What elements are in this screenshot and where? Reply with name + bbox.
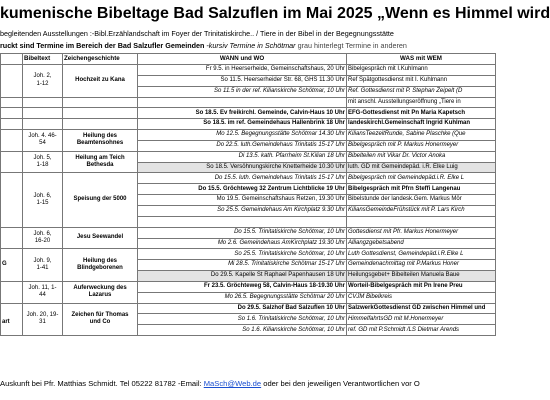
legend-italic: -kursiv Termine in Schötmar xyxy=(204,41,296,50)
bible-ref-cell xyxy=(23,108,63,119)
when-where-cell: Do 22.5. luth.Gemeindehaus Trinitatis 15-17 Uhr xyxy=(138,140,347,151)
what-who-cell: Bibelteilen mit Vikar Dr. Victor Anoka xyxy=(347,151,496,162)
story-cell xyxy=(63,97,138,108)
when-where-cell: Mo 12.5. Begegnungsstätte Schötmar 14.30 Uhr xyxy=(138,130,347,141)
table-row xyxy=(1,65,496,76)
header-was-mit-wem: WAS mit WEM xyxy=(347,54,496,65)
what-who-cell: EFG-Gottesdienst mit Pn Maria Kapetsch xyxy=(347,108,496,119)
table-row xyxy=(1,108,496,119)
story-cell: Speisung der 5000 xyxy=(63,173,138,227)
when-where-cell: Do 15.5. luth. Gemeindehaus Trinitatis 15-17 Uhr xyxy=(138,173,347,184)
schedule-table xyxy=(0,53,496,336)
footer-prefix: Auskunft bei Pfr. Matthias Schmidt. Tel 05222 81782 -Email: xyxy=(0,379,204,388)
contact-footer xyxy=(0,378,495,390)
day-cell xyxy=(1,281,23,303)
story-cell: Hochzeit zu Kana xyxy=(63,65,138,98)
day-cell xyxy=(1,119,23,130)
what-who-cell: luth. GD mit Gemeindepäd. i.R. Elke Luig xyxy=(347,162,496,173)
table-row xyxy=(1,281,496,292)
when-where-cell: Fr 23.5. Gröchteweg 58, Calvin-Haus 18-19.30 Uhr xyxy=(138,281,347,292)
what-who-cell: Gemeindenachmittag mit P.Markus Honer xyxy=(347,260,496,271)
day-cell xyxy=(1,173,23,227)
day-cell: art xyxy=(1,303,23,336)
what-who-cell: KiliansGemeindeFrühstück mit P. Lars Kirch xyxy=(347,205,496,216)
what-who-cell: Worteil-Bibelgespräch mit Pn Irene Preu xyxy=(347,281,496,292)
legend-note xyxy=(0,40,495,51)
what-who-cell xyxy=(347,216,496,227)
bible-ref-cell: Joh. 6, 16-20 xyxy=(23,227,63,249)
story-cell: Heilung des Beamtensohnes xyxy=(63,130,138,152)
what-who-cell: ref. GD mit P.Schmidt /LS Dietmar Arends xyxy=(347,325,496,336)
what-who-cell: Bibelgespräch mit I.Kuhlmann xyxy=(347,65,496,76)
day-cell xyxy=(1,130,23,152)
what-who-cell: mit anschl. Ausstellungseröffnung „Tiere in xyxy=(347,97,496,108)
bible-ref-cell: Joh. 4. 46- 54 xyxy=(23,130,63,152)
bible-ref-cell: Joh. 5, 1-18 xyxy=(23,151,63,173)
day-cell xyxy=(1,151,23,173)
when-where-cell: So 25.5. Gemeindehaus Am Kirchplatz 9.30 Uhr xyxy=(138,205,347,216)
day-cell xyxy=(1,65,23,98)
when-where-cell: Mo 19.5. Gemeinschaftshaus Retzen, 19.30 Uhr xyxy=(138,195,347,206)
bible-ref-cell: Joh. 2, 1-12 xyxy=(23,65,63,98)
what-who-cell: Luth Gottesdienst, Gemeindepäd.i.R.Elke L xyxy=(347,249,496,260)
when-where-cell xyxy=(138,97,347,108)
what-who-cell: Heilungsgebet+ Bibelteilen Manuela Baue xyxy=(347,271,496,282)
table-row xyxy=(1,249,496,260)
what-who-cell: Gottesdienst mit Pfr. Markus Honermeyer xyxy=(347,227,496,238)
story-cell: Heilung am Teich Bethesda xyxy=(63,151,138,173)
page-title: kumenische Bibeltage Bad Salzuflen im Mai 2025 „Wenn es Himmel wird xyxy=(0,5,550,22)
footer-suffix: oder bei den jeweiligen Verantwortlichen vor O xyxy=(261,379,420,388)
when-where-cell: Do 15.5. Gröchteweg 32 Zentrum Lichtblicke 19 Uhr xyxy=(138,184,347,195)
legend-bold: ruckt sind Termine im Bereich der Bad Salzufler Gemeinden xyxy=(0,41,205,50)
when-where-cell: So 11.5 in der ref. Kilianskirche Schötmar, 10 Uhr xyxy=(138,86,347,97)
story-cell: Heilung des Blindgeborenen xyxy=(63,249,138,282)
story-cell: Zeichen für Thomas und Co xyxy=(63,303,138,336)
what-who-cell: KiliansTeezeitRunde, Sabine Plaschke (Que xyxy=(347,130,496,141)
day-cell xyxy=(1,97,23,108)
what-who-cell: CVJM Bibelkreis xyxy=(347,292,496,303)
what-who-cell: Bibelgespräch mit P. Markus Honermeyer xyxy=(347,140,496,151)
when-where-cell: So 18.5. Ev freikirchl. Gemeinde, Calvin-Haus 10 Uhr xyxy=(138,108,347,119)
story-cell: Auferweckung des Lazarus xyxy=(63,281,138,303)
when-where-cell xyxy=(138,216,347,227)
what-who-cell: SalzwerkGottesdienst GD zwischen Himmel und xyxy=(347,303,496,314)
header-wann-und-wo: WANN und WO xyxy=(138,54,347,65)
when-where-cell: Do 29.5. Salzhof Bad Salzuflen 10 Uhr xyxy=(138,303,347,314)
what-who-cell: HimmelfahrtsGD mit M.Honermeyer xyxy=(347,314,496,325)
table-row xyxy=(1,227,496,238)
header-bibeltext: Bibeltext xyxy=(23,54,63,65)
when-where-cell: Mo 26.5. Begegnungsstätte Schötmar 20 Uhr xyxy=(138,292,347,303)
when-where-cell: Do 15.5. Trinitatiskirche Schötmar, 10 Uhr xyxy=(138,227,347,238)
what-who-cell: landeskirchl.Gemeinschaft Ingrid Kuhlman xyxy=(347,119,496,130)
table-row xyxy=(1,173,496,184)
bible-ref-cell: Joh. 11, 1- 44 xyxy=(23,281,63,303)
when-where-cell: Mo 2.6. Gemeindehaus AmKirchplatz 19.30 Uhr xyxy=(138,238,347,249)
story-cell: Jesu Seewandel xyxy=(63,227,138,249)
table-row xyxy=(1,303,496,314)
legend-gray: grau hinterlegt Termine in anderen xyxy=(295,41,407,50)
bible-ref-cell: Joh. 20, 19- 31 xyxy=(23,303,63,336)
when-where-cell: So 1.6. Kilianskirche Schötmar, 10 Uhr xyxy=(138,325,347,336)
what-who-cell: Bibelstunde der landesk.Gem. Markus Mör xyxy=(347,195,496,206)
when-where-cell: Mi 28.5. Trinitatiskirche Schötmar 15-17 Uhr xyxy=(138,260,347,271)
exhibitions-note: begleitenden Ausstellungen :-Bibl.Erzählandschaft im Foyer der Trinitatiskirche.. / Tiere in der Bibel in der Begegnungsstätte xyxy=(0,29,394,38)
what-who-cell: Ref Spätgottesdienst mit I. Kuhlmann xyxy=(347,75,496,86)
table-row xyxy=(1,151,496,162)
header-day xyxy=(1,54,23,65)
bible-ref-cell: Joh. 9, 1-41 xyxy=(23,249,63,282)
story-cell xyxy=(63,119,138,130)
when-where-cell: So 25.5. Trinitatiskirche Schötmar, 10 Uhr xyxy=(138,249,347,260)
day-cell xyxy=(1,227,23,249)
what-who-cell: Ref. Gottesdienst mit P. Stephan Zeipelt (D xyxy=(347,86,496,97)
when-where-cell: So 18.5. Versöhnungskirche Knetterheide 10.30 Uhr xyxy=(138,162,347,173)
what-who-cell: Bibelgespräch mit Gemeindepäd.i.R. Elke L xyxy=(347,173,496,184)
when-where-cell: So 18.5. im ref. Gemeindehaus Hallenbrink 18 Uhr xyxy=(138,119,347,130)
table-row xyxy=(1,119,496,130)
schedule-body xyxy=(1,65,496,336)
when-where-cell: So 1.6. Trinitatiskirche Schötmar, 10 Uhr xyxy=(138,314,347,325)
day-cell: G xyxy=(1,249,23,282)
header-zeichengeschichte: Zeichengeschichte xyxy=(63,54,138,65)
story-cell xyxy=(63,108,138,119)
day-cell xyxy=(1,108,23,119)
what-who-cell: Alliangzgebetsabend xyxy=(347,238,496,249)
table-row xyxy=(1,130,496,141)
when-where-cell: Di 13.5. kath. Pfarrheim St.Kilian 18 Uhr xyxy=(138,151,347,162)
what-who-cell: Bibelgespräch mit Pfrn Steffi Langenau xyxy=(347,184,496,195)
bible-ref-cell xyxy=(23,119,63,130)
email-link[interactable]: MaSch@Web.de xyxy=(203,379,262,388)
when-where-cell: Fr 9.5. in Heerserheide, Gemeinschaftshaus, 20 Uhr xyxy=(138,65,347,76)
table-row xyxy=(1,97,496,108)
table-header-row xyxy=(1,54,496,65)
when-where-cell: So 11.5. Heerserheider Str. 68, GHS 11.30 Uhr xyxy=(138,75,347,86)
bible-ref-cell: Joh. 6, 1-15 xyxy=(23,173,63,227)
when-where-cell: Do 29.5. Kapelle St Raphael Papenhausen 18 Uhr xyxy=(138,271,347,282)
bible-ref-cell xyxy=(23,97,63,108)
